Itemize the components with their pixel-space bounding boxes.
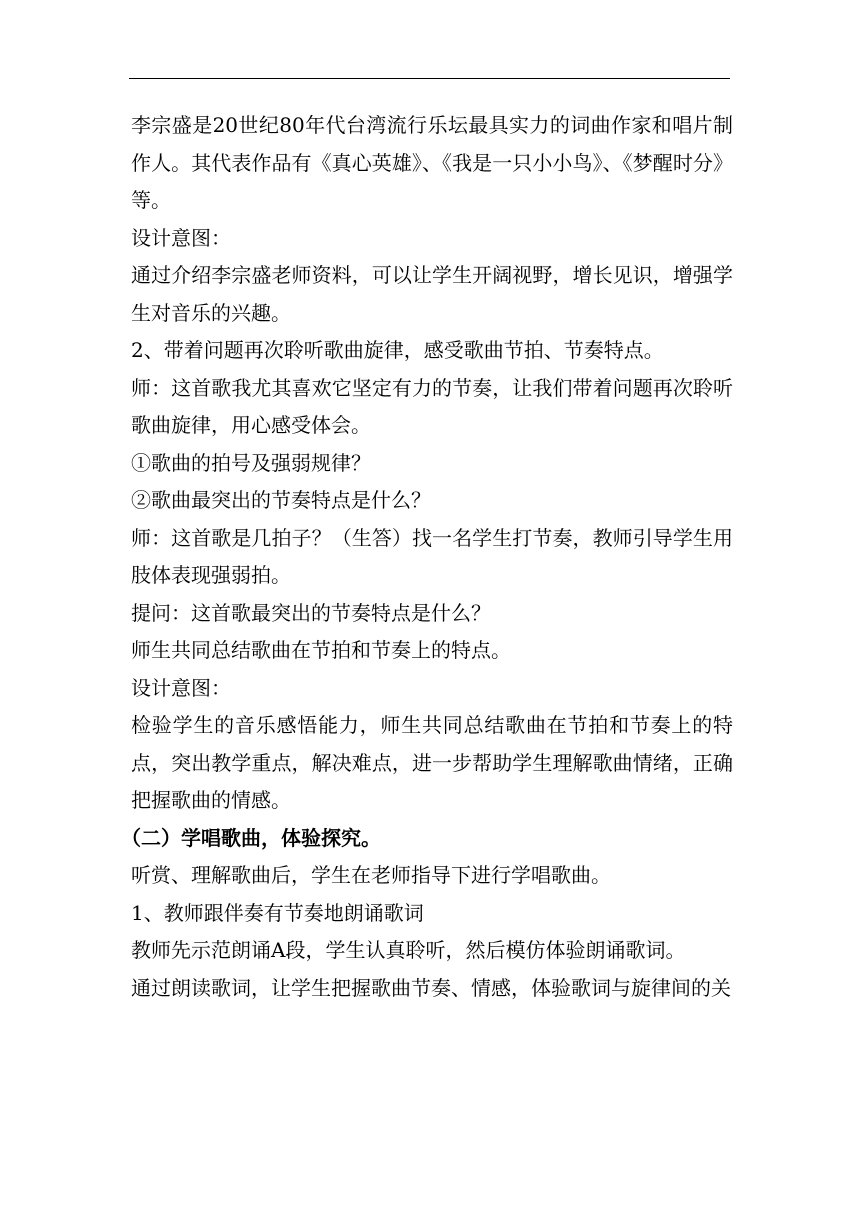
- paragraph-step-1-recite: 1、教师跟伴奏有节奏地朗诵歌词: [131, 900, 424, 925]
- paragraph-teacher-listen: 师：这首歌我尤其喜欢它坚定有力的节奏，让我们带着问题再次聆听歌曲旋律，用心感受体会。: [131, 375, 733, 437]
- paragraph-design-intent-heading: 设计意图：: [131, 225, 231, 250]
- paragraph-question-2: ②歌曲最突出的节奏特点是什么？: [131, 488, 431, 512]
- paragraph-question-1: ①歌曲的拍号及强弱规律？: [131, 450, 371, 475]
- section-heading-learn-song: （二）学唱歌曲，体验探究。: [121, 825, 381, 850]
- paragraph-learn-song-intro: 听赏、理解歌曲后，学生在老师指导下进行学唱歌曲。: [131, 863, 611, 887]
- paragraph-reading-lyrics: 通过朗读歌词，让学生把握歌曲节奏、情感，体验歌词与旋律间的关: [131, 975, 731, 1000]
- paragraph-summary: 师生共同总结歌曲在节拍和节奏上的特点。: [131, 638, 511, 662]
- paragraph-design-intent-1: 通过介绍李宗盛老师资料，可以让学生开阔视野，增长见识，增强学生对音乐的兴趣。: [131, 263, 733, 325]
- paragraph-teacher-meter: 师：这首歌是几拍子？（生答）找一名学生打节奏，教师引导学生用肢体表现强弱拍。: [131, 525, 733, 587]
- paragraph-teacher-demo: 教师先示范朗诵A段，学生认真聆听，然后模仿体验朗诵歌词。: [131, 938, 686, 962]
- paragraph-step-2: 2、带着问题再次聆听歌曲旋律，感受歌曲节拍、节奏特点。: [131, 338, 664, 362]
- paragraph-ask-rhythm: 提问：这首歌最突出的节奏特点是什么？: [131, 600, 491, 625]
- paragraph-li-zongsheng-intro: 李宗盛是20世纪80年代台湾流行乐坛最具实力的词曲作家和唱片制作人。其代表作品有《真心英雄》、《我是一只小小鸟》、《梦醒时分》等。: [131, 113, 733, 212]
- header-rule: [129, 78, 730, 79]
- paragraph-design-intent-2: 检验学生的音乐感悟能力，师生共同总结歌曲在节拍和节奏上的特点，突出教学重点，解决难点，进一步帮助学生理解歌曲情绪，正确把握歌曲的情感。: [131, 713, 733, 812]
- paragraph-design-intent-heading-2: 设计意图：: [131, 675, 231, 700]
- document-body: [121, 107, 733, 1007]
